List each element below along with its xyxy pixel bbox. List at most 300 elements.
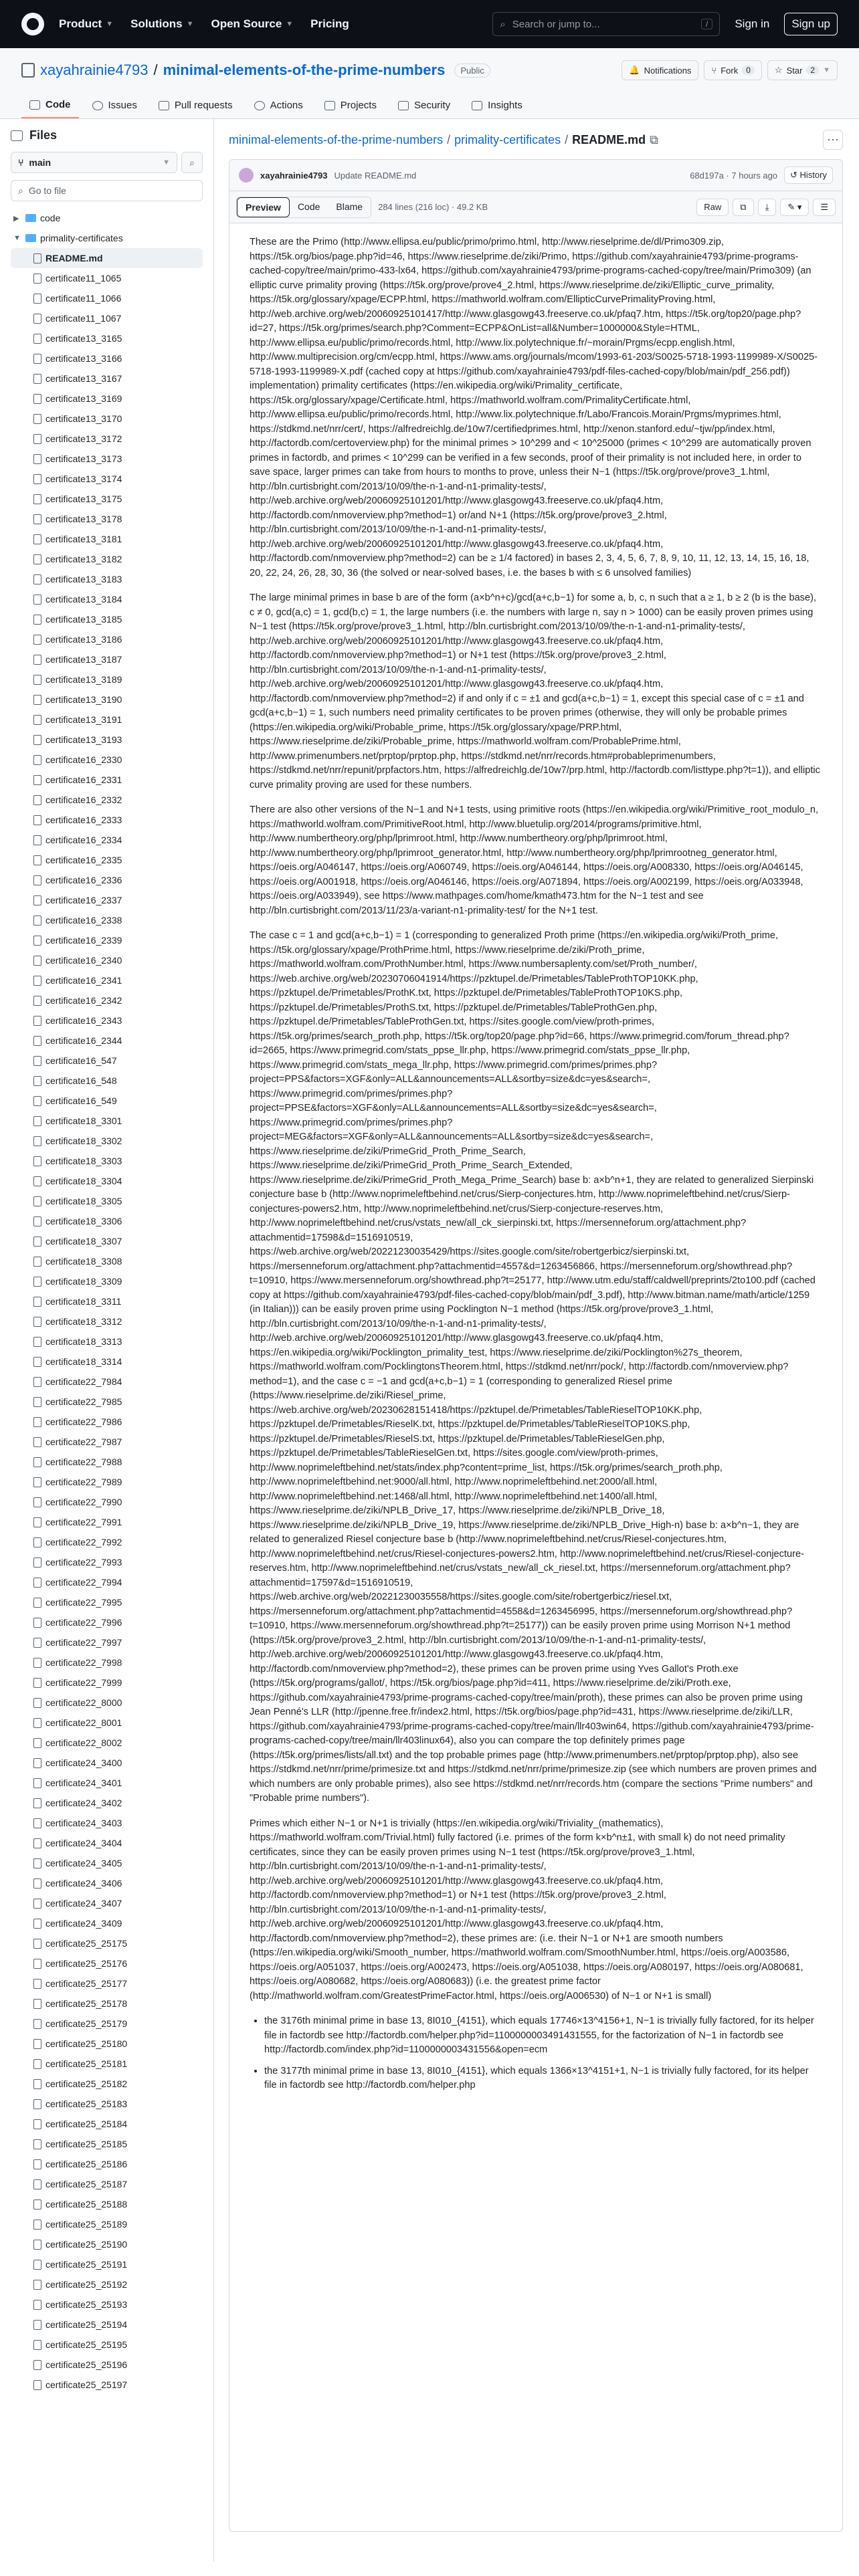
sign-in-link[interactable]: Sign in	[735, 17, 770, 30]
history-icon: ↺	[790, 170, 800, 180]
tree-file-label: certificate18_3307	[45, 1236, 122, 1247]
tree-file-item[interactable]	[11, 1131, 203, 1151]
tree-file-item[interactable]	[11, 2355, 203, 2375]
tree-file-item[interactable]	[11, 1191, 203, 1211]
github-logo-icon[interactable]	[21, 13, 44, 35]
tree-file-label: certificate13_3174	[45, 473, 122, 484]
file-icon	[33, 1698, 41, 1708]
tree-file-item[interactable]	[11, 1271, 203, 1291]
tree-file-item[interactable]	[11, 1331, 203, 1352]
file-icon	[33, 2119, 41, 2129]
tab-insights[interactable]	[464, 92, 531, 118]
tree-file-item[interactable]	[11, 2154, 203, 2174]
file-icon	[33, 2079, 41, 2089]
tree-file-item[interactable]	[11, 2014, 203, 2034]
tree-file-item[interactable]	[11, 970, 203, 990]
file-icon	[33, 2240, 41, 2250]
tree-file-item[interactable]	[11, 2254, 203, 2274]
tree-file-label: certificate16_2344	[45, 1035, 122, 1046]
chevron-down-icon: ▼	[186, 20, 194, 28]
repo-header	[0, 48, 859, 119]
tree-file-item[interactable]	[11, 489, 203, 509]
tab-code[interactable]	[21, 92, 79, 118]
tree-file-label: certificate24_3401	[45, 1778, 122, 1788]
tree-file-item[interactable]	[11, 1552, 203, 1572]
search-shortcut-key: /	[701, 19, 712, 29]
tree-file-label: certificate22_7984	[45, 1376, 122, 1387]
file-icon	[33, 1377, 41, 1387]
tree-file-item[interactable]	[11, 830, 203, 850]
tree-file-item[interactable]	[11, 1472, 203, 1492]
tree-file-label: certificate22_7998	[45, 1657, 122, 1668]
tree-file-item[interactable]	[11, 2174, 203, 2194]
paragraph-trivially-factored: Primes which either N−1 or N+1 is trivially (https://en.wikipedia.org/wiki/Triviality_(mathematics), https://mathworld.wolfram.com/Trivial.html) fully factored (i.e. primes of the form k×b^n±1, with small k) do not need primality certificates, since they can be easily proven primes using N−1 test (https://t5k.org/prove/prove3_1.html, http://bln.curtisbright.com/2013/10/09/the-n-1-and-n1-primality-tests/, http://web.archive.org/web/20060925101201/http://www.glasgowg43.freeserve.co.uk/pfaq4.htm, http://factordb.com/nmoverview.php?method=1) or N+1 test (https://t5k.org/prove/prove3_2.html, http://bln.curtisbright.com/2013/10/09/the-n-1-and-n1-primality-tests/, http://web.archive.org/web/20060925101201/http://www.glasgowg43.freeserve.co.uk/pfaq4.htm, http://factordb.com/nmoverview.php?method=2), these primes are: (i.e. their N−1 or N+1 are smooth numbers (https://en.wikipedia.org/wiki/Smooth_number, https://mathworld.wolfram.com/SmoothNumber.html, https://oeis.org/A003586, https://oeis.org/A051037, https://oeis.org/A002473, https://oeis.org/A051038, https://oeis.org/A080197, https://oeis.org/A080681, https://oeis.org/A080682, https://oeis.org/A080683)) (i.e. the greatest prime factor (http://mathworld.wolfram.com/GreatestPrimeFactor.html, https://oeis.org/A006530) of N−1 or N+1 is small)	[250, 1818, 803, 2002]
tree-file-label: certificate16_2332	[45, 794, 122, 805]
sidebar-title: Files	[29, 128, 58, 142]
tree-file-item[interactable]	[11, 1492, 203, 1512]
tree-file-label: certificate18_3305	[45, 1196, 122, 1206]
file-icon	[33, 314, 41, 324]
file-icon	[33, 1738, 41, 1748]
file-icon	[33, 936, 41, 946]
tree-file-label: certificate13_3175	[45, 494, 122, 504]
tree-file-label: certificate24_3407	[45, 1898, 122, 1909]
tree-file-item[interactable]	[11, 429, 203, 449]
tree-file-item[interactable]	[11, 609, 203, 629]
edit-icon[interactable]: ✎ ▾	[780, 199, 809, 216]
file-icon	[33, 916, 41, 926]
tree-file-label: certificate25_25182	[45, 2078, 128, 2089]
tree-file-label: certificate24_3406	[45, 1878, 122, 1889]
file-icon	[33, 554, 41, 564]
search-icon: ⌕	[18, 185, 23, 196]
nav-pricing[interactable]	[310, 17, 349, 31]
file-icon	[33, 1618, 41, 1628]
readme-body	[229, 223, 842, 2112]
tree-file-item[interactable]	[11, 770, 203, 790]
tree-file-item[interactable]	[11, 2114, 203, 2134]
tree-file-label: certificate22_8000	[45, 1697, 122, 1708]
tree-file-label: certificate18_3306	[45, 1216, 122, 1226]
tree-file-label: certificate24_3405	[45, 1858, 122, 1868]
copy-path-icon[interactable]: ⧉	[650, 132, 659, 146]
visibility-badge: Public	[454, 64, 490, 78]
history-button[interactable]	[784, 167, 833, 184]
tree-file-item[interactable]	[11, 1291, 203, 1311]
file-icon	[33, 635, 41, 645]
download-icon[interactable]: ⤓	[758, 199, 777, 216]
tree-file-item[interactable]	[11, 1652, 203, 1673]
tree-file-label: certificate18_3313	[45, 1336, 122, 1347]
repo-tabs	[21, 92, 838, 118]
tree-file-item[interactable]	[11, 950, 203, 970]
tree-file-item[interactable]	[11, 1994, 203, 2014]
file-icon	[33, 2139, 41, 2149]
file-icon	[33, 695, 41, 705]
file-icon	[33, 595, 41, 605]
search-files-button[interactable]	[181, 152, 203, 173]
file-icon	[33, 1638, 41, 1648]
tree-file-item[interactable]	[11, 1853, 203, 1873]
tree-file-item[interactable]	[11, 1031, 203, 1051]
file-icon	[33, 2199, 41, 2210]
file-icon	[33, 1096, 41, 1106]
tree-file-item[interactable]	[11, 2214, 203, 2234]
tree-file-label: certificate22_7999	[45, 1677, 122, 1688]
tree-folder-code[interactable]	[11, 208, 203, 228]
tree-file-label: certificate25_25186	[45, 2159, 128, 2169]
tree-file-item[interactable]	[11, 1833, 203, 1853]
tree-file-item[interactable]	[11, 549, 203, 569]
file-icon	[33, 334, 41, 344]
tree-file-item[interactable]	[11, 2315, 203, 2335]
tree-file-label: certificate16_2338	[45, 915, 122, 926]
tree-file-item[interactable]	[11, 2074, 203, 2094]
star-label: Star	[786, 65, 803, 76]
nav-open-source-label: Open Source	[211, 17, 282, 30]
tree-file-item[interactable]	[11, 1893, 203, 1913]
file-icon	[33, 253, 41, 263]
tree-file-item[interactable]	[11, 589, 203, 609]
tree-file-label: certificate13_3172	[45, 433, 122, 444]
tree-file-label: certificate25_25187	[45, 2179, 128, 2189]
tree-file-item[interactable]	[11, 1211, 203, 1231]
tree-file-item[interactable]	[11, 1452, 203, 1472]
tree-file-item[interactable]	[11, 449, 203, 469]
list-item: • the 3176th minimal prime in base 13, 8I010_{4151}, which equals 17746×13^4156+1, N−1 is trivially fully factored, for its helper file in factordb see http://factordb.com/helper.php?id=1100000003491431555, for the factorization of N−1 in factordb see http://factordb.com/index.php?id=1100000003431556&open=ecm	[264, 2014, 822, 2058]
tree-file-item[interactable]	[11, 930, 203, 950]
file-icon	[33, 956, 41, 966]
tree-file-item[interactable]	[11, 1673, 203, 1693]
file-icon	[33, 2099, 41, 2109]
file-icon	[33, 1237, 41, 1247]
tree-file-item[interactable]	[11, 1793, 203, 1813]
tree-file-item[interactable]	[11, 1773, 203, 1793]
tree-file-label: certificate25_25184	[45, 2119, 128, 2129]
commit-sha-time[interactable]: 68d197a · 7 hours ago	[690, 170, 778, 181]
tree-file-item[interactable]	[11, 810, 203, 830]
tree-file-item[interactable]	[11, 1813, 203, 1833]
fork-count: 0	[742, 66, 755, 75]
go-to-file-input[interactable]	[11, 180, 203, 201]
tree-file-label: certificate16_2343	[45, 1015, 122, 1026]
file-icon	[33, 735, 41, 745]
fork-icon: ⑂	[711, 65, 717, 76]
tree-file-label: certificate13_3173	[45, 453, 122, 464]
star-button[interactable]	[767, 60, 838, 80]
file-icon	[33, 1939, 41, 1949]
tree-file-item[interactable]	[11, 910, 203, 930]
file-icon	[33, 374, 41, 384]
file-icon	[33, 1578, 41, 1588]
blame-tab[interactable]: Blame	[328, 197, 371, 217]
file-tree	[11, 208, 203, 2395]
tree-file-item[interactable]	[11, 1632, 203, 1652]
tree-file-item[interactable]	[11, 1512, 203, 1532]
nav-product-label: Product	[59, 17, 102, 30]
tree-file-item[interactable]	[11, 750, 203, 770]
tree-file-item[interactable]	[11, 850, 203, 870]
tree-file-item[interactable]	[11, 2034, 203, 2054]
tab-pull-requests[interactable]	[151, 92, 241, 118]
issue-icon	[92, 101, 103, 110]
tree-folder-primality-certificates[interactable]	[11, 228, 203, 248]
file-icon	[33, 414, 41, 424]
avatar[interactable]	[239, 168, 254, 183]
tree-file-label: certificate18_3312	[45, 1316, 122, 1327]
file-icon	[33, 1337, 41, 1347]
tree-file-item[interactable]	[11, 2335, 203, 2355]
tree-file-item[interactable]	[11, 2054, 203, 2074]
tree-file-label: certificate25_25194	[45, 2319, 128, 2330]
tree-file-item[interactable]	[11, 1612, 203, 1632]
tree-file-label: certificate13_3190	[45, 694, 122, 705]
file-icon	[33, 294, 41, 304]
tree-file-item[interactable]	[11, 2274, 203, 2294]
tree-file-item[interactable]	[11, 409, 203, 429]
tree-file-label: certificate25_25177	[45, 1978, 128, 1989]
tab-issues[interactable]	[84, 92, 145, 118]
tree-file-item[interactable]	[11, 1592, 203, 1612]
tab-projects[interactable]	[316, 92, 385, 118]
tree-file-label: certificate22_7989	[45, 1477, 122, 1487]
tree-file-item[interactable]	[11, 790, 203, 810]
tree-file-item[interactable]	[11, 2094, 203, 2114]
nav-solutions[interactable]	[130, 17, 193, 31]
file-icon	[33, 1477, 41, 1487]
tree-file-item[interactable]	[11, 1111, 203, 1131]
tree-file-item[interactable]	[11, 669, 203, 689]
breadcrumb-repo-link[interactable]: minimal-elements-of-the-prime-numbers	[229, 132, 444, 146]
search-icon: ⌕	[500, 18, 506, 30]
tree-file-item[interactable]	[11, 1231, 203, 1251]
go-to-file-placeholder: Go to file	[28, 185, 66, 196]
tree-file-item[interactable]	[11, 1572, 203, 1592]
tree-file-label: certificate25_25181	[45, 2058, 128, 2069]
tree-file-item[interactable]	[11, 2234, 203, 2254]
breadcrumb-folder-link[interactable]: primality-certificates	[454, 132, 561, 146]
tree-file-item[interactable]	[11, 2194, 203, 2214]
pull-request-icon	[159, 101, 169, 110]
commit-author[interactable]: xayahrainie4793	[260, 170, 328, 181]
branch-name: main	[29, 157, 52, 168]
branch-selector[interactable]	[11, 152, 177, 173]
tree-file-label: certificate25_25183	[45, 2099, 128, 2109]
path-separator: /	[153, 62, 158, 78]
file-icon	[33, 2300, 41, 2310]
file-icon	[33, 1959, 41, 1969]
paragraph-primo: These are the Primo (http://www.ellipsa.eu/public/primo/primo.html, http://www.rieselprime.de/dl/Primo309.zip, https://t5k.org/bios/page.php?id=46, https://www.rieselprime.de/ziki/Primo, https://github.com/xayahrainie4793/prime-programs-cached-copy/tree/main/primo-433-lx64, https://github.com/xayahrainie4793/prime-programs-cached-copy/tree/main/Primo309) (an elliptic curve primality proving (https://t5k.org/prove/prove4_2.html, https://www.rieselprime.de/ziki/Elliptic_curve_primality, https://t5k.org/glossary/xpage/ECPP.html, https://mathworld.wolfram.com/EllipticCurvePrimalityProving.html, http://web.archive.org/web/20060925101417/http://www.glasgowg43.freeserve.co.uk/pfaq7.htm, https://t5k.org/top20/page.php?id=27, https://t5k.org/primes/search.php?Comment=ECPP&OnList=all&Number=1000000&Style=HTML, http://www.ellipsa.eu/public/primo/records.html, http://www.lix.polytechnique.fr/~morain/Prgms/ecpp.english.html, http://www.multiprecision.org/cm/ecpp.html, https://www.ams.org/journals/mcom/1993-61-203/S0025-5718-1993-1199989-X/S0025-5718-1993-1199989-X.pdf (cached copy at https://github.com/xayahrainie4793/pdf-files-cached-copy/blob/main/pdf_256.pdf)) implementation) primality certificates (https://en.wikipedia.org/wiki/Primality_certificate, https://t5k.org/glossary/xpage/Certificate.html, https://mathworld.wolfram.com/PrimalityCertificate.html, http://www.ellipsa.eu/public/primo/records.html, http://www.lix.polytechnique.fr/Labo/Francois.Morain/Prgms/myprimes.html, https://stdkmd.net/nrr/cert/, https://alfredreichlg.de/10w7/certifiedprimes.html, http://xenon.stanford.edu/~tjw/pp/index.html, http://factordb.com/certoverview.php) for the minimal primes > 10^299 and < 10^25000 (primes < 10^299 are automatically proven primes in factordb, and primes < 10^299 can be verified in a few seconds, proof of their primality is not included here, in order to save space, larger primes can take from hours to months to prove, unless their N−1 (https://t5k.org/prove/prove3_1.html, http://bln.curtisbright.com/2013/10/09/the-n-1-and-n1-primality-tests/, http://web.archive.org/web/20060925101201/http://www.glasgowg43.freeserve.co.uk/pfaq4.htm, http://factordb.com/nmoverview.php?method=1) or/and N+1 (https://t5k.org/prove/prove3_2.html, http://bln.curtisbright.com/2013/10/09/the-n-1-and-n1-primality-tests/, http://web.archive.org/web/20060925101201/http://www.glasgowg43.freeserve.co.uk/pfaq4.htm, http://factordb.com/nmoverview.php?method=2) can be ≥ 1/4 factored) in bases 2, 3, 4, 5, 6, 7, 8, 9, 10, 11, 12, 13, 14, 15, 16, 18, 20, 22, 24, 26, 28, 30, 36 (the solved or near-solved bases, i.e. the bases b with ≤ 6 unsolved families)	[250, 237, 818, 578]
tree-file-item[interactable]	[11, 368, 203, 389]
tree-file-item[interactable]	[11, 870, 203, 890]
tree-file-label: certificate16_2331	[45, 774, 122, 785]
file-icon	[33, 1858, 41, 1868]
file-icon	[33, 795, 41, 805]
file-icon	[33, 574, 41, 584]
tab-security[interactable]	[390, 92, 458, 118]
file-icon	[33, 274, 41, 284]
copy-icon[interactable]: ⧉	[733, 199, 753, 216]
fork-button[interactable]	[704, 60, 762, 80]
tree-file-item[interactable]	[11, 1372, 203, 1392]
tree-file-item[interactable]	[11, 1051, 203, 1071]
tree-file-label: certificate16_2339	[45, 935, 122, 946]
file-icon	[33, 976, 41, 986]
outline-icon[interactable]: ☰	[813, 199, 836, 216]
sidebar-collapse-icon[interactable]	[11, 130, 23, 141]
file-icon	[33, 855, 41, 865]
tab-pull-requests-label: Pull requests	[174, 100, 233, 111]
file-icon	[33, 2059, 41, 2069]
tree-file-label: certificate25_25185	[45, 2139, 128, 2149]
tree-file-label: certificate25_25189	[45, 2219, 128, 2230]
tree-file-label: certificate13_3178	[45, 514, 122, 524]
tree-file-item[interactable]	[11, 469, 203, 489]
file-icon	[33, 775, 41, 785]
view-mode-toggle	[236, 197, 371, 218]
file-icon	[33, 755, 41, 765]
tree-file-item[interactable]	[11, 328, 203, 348]
file-info: 284 lines (216 loc) · 49.2 KB	[378, 202, 488, 212]
repo-owner-link[interactable]: xayahrainie4793	[40, 62, 149, 78]
tree-file-item[interactable]	[11, 1973, 203, 1994]
tree-file-item[interactable]	[11, 1392, 203, 1412]
tab-code-label: Code	[45, 99, 71, 110]
branch-icon: ⑂	[18, 157, 24, 168]
tree-file-item[interactable]	[11, 1171, 203, 1191]
tree-file-item[interactable]	[11, 1693, 203, 1713]
tree-file-item[interactable]	[11, 1733, 203, 1753]
raw-button[interactable]: Raw	[696, 199, 729, 216]
file-icon	[33, 354, 41, 364]
tree-file-label: certificate16_2334	[45, 835, 122, 845]
file-icon	[33, 1658, 41, 1668]
code-tab[interactable]: Code	[290, 197, 328, 217]
tree-file-item[interactable]	[11, 268, 203, 288]
tree-file-item[interactable]	[11, 1311, 203, 1331]
tree-file-item[interactable]	[11, 2134, 203, 2154]
tree-file-item[interactable]	[11, 890, 203, 910]
tree-file-item[interactable]	[11, 689, 203, 710]
tree-file-label: certificate25_25197	[45, 2379, 128, 2390]
tree-file-item[interactable]	[11, 2375, 203, 2395]
folder-open-icon	[25, 234, 36, 242]
tree-file-item[interactable]	[11, 649, 203, 669]
tree-file-label: certificate18_3302	[45, 1136, 122, 1146]
file-icon	[33, 1437, 41, 1447]
tree-file-label: certificate11_1066	[45, 293, 122, 304]
tree-file-item[interactable]	[11, 248, 203, 268]
tree-file-item[interactable]	[11, 1432, 203, 1452]
tree-file-item[interactable]	[11, 509, 203, 529]
star-count: 2	[806, 66, 819, 75]
repo-name-link[interactable]: minimal-elements-of-the-prime-numbers	[163, 62, 446, 78]
tree-file-label: certificate13_3183	[45, 574, 122, 584]
tree-file-label: certificate16_2337	[45, 895, 122, 905]
tree-file-label: certificate22_7987	[45, 1436, 122, 1447]
file-toolbar	[229, 191, 842, 223]
tree-file-label: certificate22_7994	[45, 1577, 122, 1588]
tree-file-item[interactable]	[11, 1091, 203, 1111]
tree-file-label: certificate25_25190	[45, 2239, 128, 2250]
tree-file-label: certificate22_7990	[45, 1497, 122, 1507]
tree-file-label: certificate13_3169	[45, 393, 122, 404]
tree-file-item[interactable]	[11, 1753, 203, 1773]
tree-file-item[interactable]	[11, 1873, 203, 1893]
tree-file-item[interactable]	[11, 308, 203, 328]
breadcrumb-current-file: README.md	[572, 132, 646, 146]
tree-file-label: certificate13_3189	[45, 674, 122, 685]
tree-file-label: certificate13_3187	[45, 654, 122, 665]
nav-open-source[interactable]	[211, 17, 293, 31]
search-input[interactable]	[492, 12, 720, 36]
sign-up-button[interactable]: Sign up	[784, 13, 838, 35]
file-icon	[33, 1718, 41, 1728]
tree-file-item[interactable]	[11, 2294, 203, 2315]
tree-file-item[interactable]	[11, 1913, 203, 1933]
search-icon: ⌕	[189, 156, 195, 168]
tree-file-item[interactable]	[11, 1953, 203, 1973]
tree-file-item[interactable]	[11, 730, 203, 750]
commit-message[interactable]: Update README.md	[334, 170, 417, 181]
tree-file-label: certificate13_3182	[45, 554, 122, 564]
chevron-down-icon: ▼	[106, 20, 114, 28]
tree-file-item[interactable]	[11, 1251, 203, 1271]
tree-file-item[interactable]	[11, 990, 203, 1010]
tree-file-item[interactable]	[11, 348, 203, 368]
tree-folder-label: primality-certificates	[40, 233, 123, 243]
nav-product[interactable]	[59, 17, 113, 31]
tree-file-item[interactable]	[11, 288, 203, 308]
file-icon	[33, 1317, 41, 1327]
tree-file-item[interactable]	[11, 710, 203, 730]
tree-file-label: certificate16_549	[45, 1095, 117, 1106]
tree-file-item[interactable]	[11, 569, 203, 589]
tree-file-label: certificate25_25195	[45, 2339, 128, 2350]
tree-file-label: certificate18_3301	[45, 1115, 122, 1126]
tree-file-item[interactable]	[11, 1713, 203, 1733]
tree-file-item[interactable]	[11, 1933, 203, 1953]
tree-file-label: certificate13_3167	[45, 373, 122, 384]
fork-label: Fork	[721, 65, 739, 76]
chevron-down-icon: ▼	[163, 158, 170, 167]
play-icon	[254, 101, 265, 110]
tree-file-item[interactable]	[11, 1532, 203, 1552]
shield-icon	[398, 101, 409, 110]
tree-file-item[interactable]	[11, 629, 203, 649]
file-icon	[33, 474, 41, 484]
tree-file-item[interactable]	[11, 1151, 203, 1171]
tree-file-item[interactable]	[11, 1352, 203, 1372]
notifications-button[interactable]	[622, 60, 698, 80]
bell-icon: 🔔	[629, 65, 640, 75]
tree-file-item[interactable]	[11, 1071, 203, 1091]
file-icon	[33, 1397, 41, 1407]
tree-file-label: certificate16_2342	[45, 995, 122, 1006]
tree-file-item[interactable]	[11, 1412, 203, 1432]
file-icon	[33, 1357, 41, 1367]
tree-file-label: certificate16_547	[45, 1055, 117, 1066]
tree-file-label: certificate22_7991	[45, 1517, 122, 1527]
tree-file-item[interactable]	[11, 529, 203, 549]
tab-actions[interactable]	[246, 92, 311, 118]
more-options-icon[interactable]: ⋯	[823, 130, 843, 150]
tree-file-item[interactable]	[11, 389, 203, 409]
file-icon	[33, 1257, 41, 1267]
preview-tab[interactable]: Preview	[237, 197, 290, 217]
file-icon	[33, 1277, 41, 1287]
tree-file-item[interactable]	[11, 1010, 203, 1031]
